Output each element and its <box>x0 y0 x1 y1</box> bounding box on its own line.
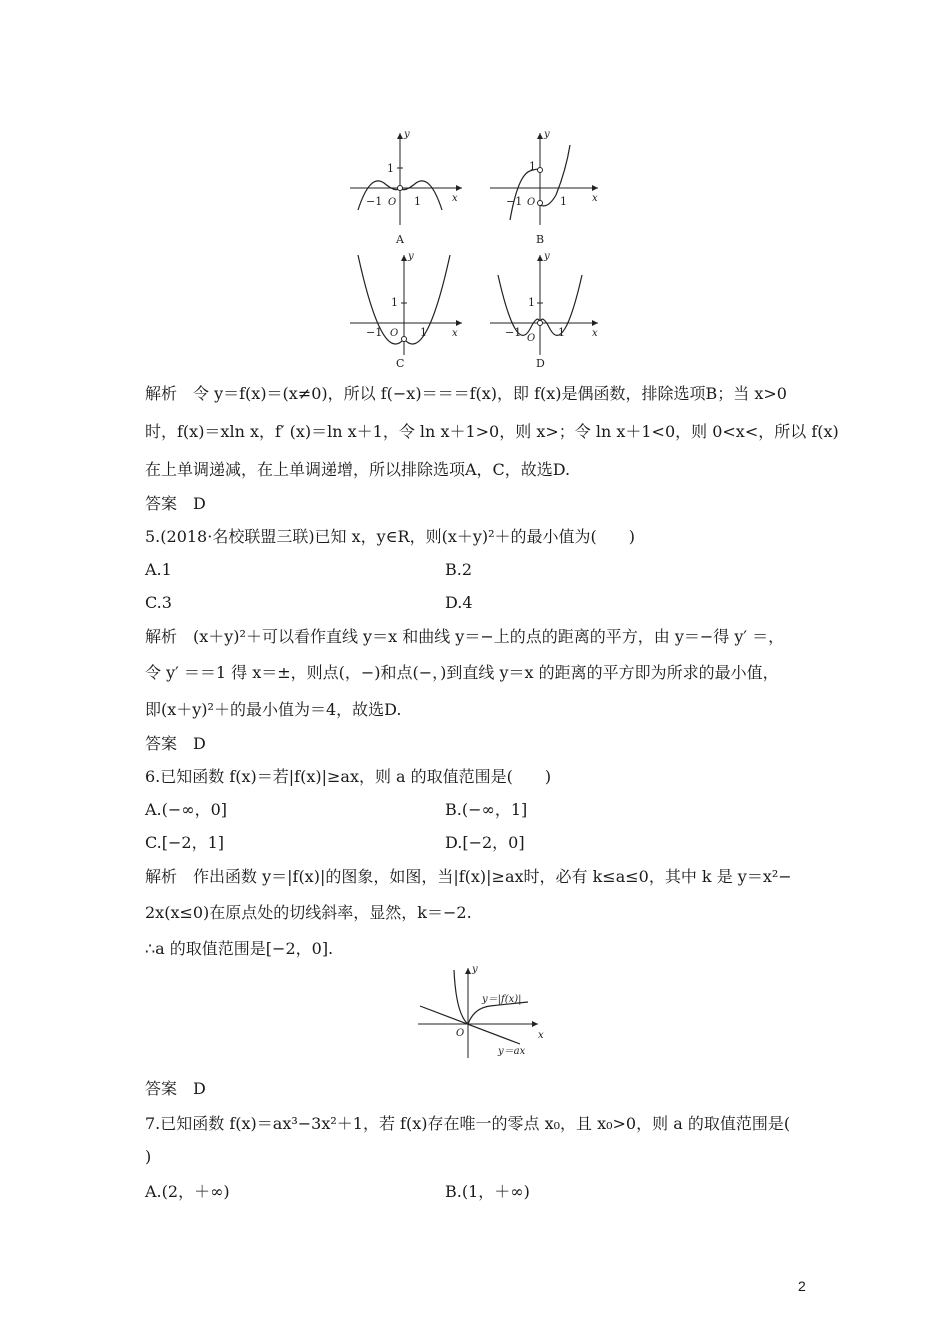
q6-option-b: B.(−∞，1] <box>445 800 528 819</box>
graph-a-y: y <box>404 129 410 140</box>
graph-b-neg-one: −1 <box>506 195 523 208</box>
graph-c-label: C <box>396 357 405 370</box>
q6-figure <box>410 962 550 1062</box>
q5-option-a: A.1 <box>145 560 172 579</box>
q5-option-b: B.2 <box>445 560 473 579</box>
graph-a-pos-one: 1 <box>414 195 421 208</box>
q6-figure-x: x <box>538 1030 544 1041</box>
graph-a-origin: O <box>388 197 397 208</box>
q4-answer: 答案 D <box>145 494 206 513</box>
graph-a-neg-one: −1 <box>366 195 383 208</box>
q7-stem-line-2: ) <box>145 1147 152 1166</box>
graph-d-one: 1 <box>528 296 535 309</box>
graph-c-y: y <box>408 251 414 262</box>
q6-figure-label-ax: y＝ax <box>498 1046 526 1057</box>
graph-b-x: x <box>592 193 598 204</box>
q5-analysis-line-3: 即(x＋y)²＋的最小值为＝4，故选D. <box>145 700 402 719</box>
graph-d-label: D <box>536 357 545 370</box>
graph-b-y: y <box>544 129 550 140</box>
q6-option-c: C.[−2，1] <box>145 833 225 852</box>
q5-option-d: D.4 <box>445 593 473 612</box>
q6-stem: 6.已知函数 f(x)＝若|f(x)|≥ax，则 a 的取值范围是( ) <box>145 767 552 786</box>
graph-b-label: B <box>536 233 545 246</box>
graph-c-pos-one: 1 <box>420 326 427 339</box>
option-graphs <box>340 125 620 375</box>
q6-option-d: D.[−2，0] <box>445 833 525 852</box>
graph-a-x: x <box>452 193 458 204</box>
q6-analysis-line-2: 2x(x≤0)在原点处的切线斜率，显然，k＝−2. <box>145 903 472 922</box>
graph-c <box>350 251 462 370</box>
graph-d <box>490 251 598 370</box>
graph-d-pos-one: 1 <box>558 326 565 339</box>
page-number: 2 <box>798 1278 806 1294</box>
graph-b-one: 1 <box>529 160 536 173</box>
graph-d-origin: O <box>527 333 536 344</box>
q5-stem: 5.(2018·名校联盟三联)已知 x，y∈R，则(x＋y)²＋的最小值为( ) <box>145 527 636 546</box>
graph-c-origin: O <box>390 328 399 339</box>
graph-a-one: 1 <box>387 162 394 175</box>
q7-option-a: A.(2，＋∞) <box>145 1182 230 1201</box>
q4-analysis-line-1: 解析 令 y＝f(x)＝(x≠0)，所以 f(−x)＝＝＝f(x)，即 f(x)是偶函数，排除选项B；当 x>0 <box>145 384 787 403</box>
q7-option-b: B.(1，＋∞) <box>445 1182 530 1201</box>
q4-analysis-line-2: 时，f(x)＝xln x，f′ (x)＝ln x＋1，令 ln x＋1>0，则 x>；令 ln x＋1<0，则 0<x<，所以 f(x) <box>145 422 839 441</box>
q6-answer: 答案 D <box>145 1079 206 1098</box>
q6-option-a: A.(−∞，0] <box>145 800 228 819</box>
graph-c-one: 1 <box>391 296 398 309</box>
q6-figure-origin: O <box>456 1028 465 1039</box>
graph-d-y: y <box>544 251 550 262</box>
graph-a-label: A <box>396 233 404 246</box>
q6-figure-label-f: y＝|f(x)| <box>482 994 522 1005</box>
q5-analysis-line-1: 解析 (x＋y)²＋可以看作直线 y＝x 和曲线 y＝−上的点的距离的平方，由 y＝−得 y′ ＝， <box>145 627 785 646</box>
q5-answer: 答案 D <box>145 734 206 753</box>
q5-analysis-line-2: 令 y′ ＝＝1 得 x＝±，则点(，−)和点(−，)到直线 y＝x 的距离的平方即为所求的最小值， <box>145 663 779 682</box>
graph-c-neg-one: −1 <box>366 326 383 339</box>
graph-d-x: x <box>592 328 598 339</box>
q6-analysis-line-3: ∴a 的取值范围是[−2，0]. <box>145 939 334 958</box>
graph-b-origin: O <box>527 197 536 208</box>
graph-b <box>490 129 598 246</box>
graph-c-x: x <box>452 328 458 339</box>
q6-figure-y: y <box>472 964 478 975</box>
q4-analysis-line-3: 在上单调递减，在上单调递增，所以排除选项A，C，故选D. <box>145 460 571 479</box>
q5-option-c: C.3 <box>145 593 172 612</box>
graph-a <box>350 129 462 246</box>
graph-d-neg-one: −1 <box>505 326 522 339</box>
q7-stem-line-1: 7.已知函数 f(x)＝ax³−3x²＋1，若 f(x)存在唯一的零点 x₀，且 x₀>0，则 a 的取值范围是( <box>145 1114 791 1133</box>
graph-b-pos-one: 1 <box>560 195 567 208</box>
q6-analysis-line-1: 解析 作出函数 y＝|f(x)|的图象，如图，当|f(x)|≥ax时，必有 k≤a≤0，其中 k 是 y＝x²− <box>145 867 792 886</box>
